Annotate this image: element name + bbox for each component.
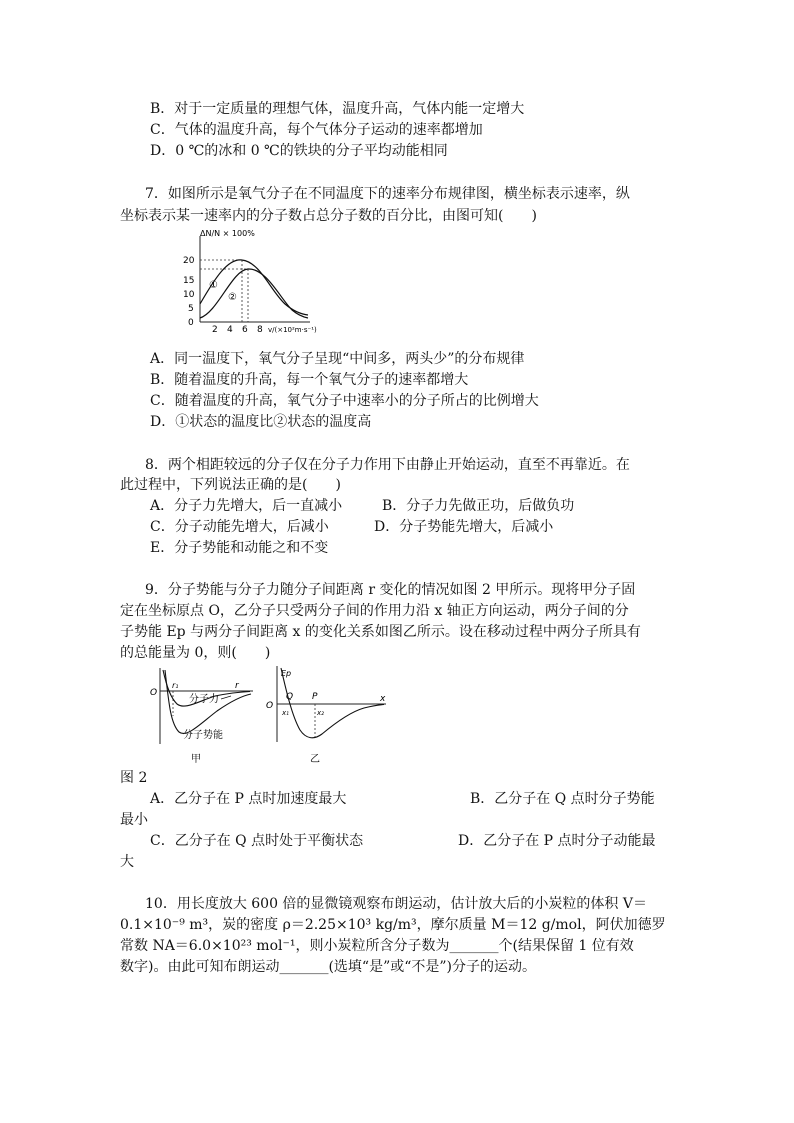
x-tick-6: 6 xyxy=(242,325,248,335)
fig-b-q-label: Q xyxy=(286,692,294,702)
fig-b-x-label: x xyxy=(380,694,386,704)
q7-option-b: B．随着温度的升高，每一个氧气分子的速率都增大 xyxy=(150,372,469,388)
q9-option-d: D．乙分子在 P 点时分子动能最 xyxy=(458,833,656,849)
q10-stem-line4: 数字)。由此可知布朗运动_______(选填“是”或“不是”)分子的运动。 xyxy=(120,959,537,975)
q10-stem-line1: 10．用长度放大 600 倍的显微镜观察布朗运动，估计放大后的小炭粒的体积 V＝ xyxy=(145,896,647,912)
fig-b-x2-label: x₂ xyxy=(317,709,324,717)
fig-b-potential-curve xyxy=(281,668,384,738)
x-tick-4: 4 xyxy=(227,325,233,335)
fig-b-ep-label: Ep xyxy=(281,669,292,678)
q9-figure-b xyxy=(262,664,390,768)
q7-option-d: D．①状态的温度比②状态的温度高 xyxy=(150,414,372,430)
q6-option-d: D．0 ℃的冰和 0 ℃的铁块的分子平均动能相同 xyxy=(150,143,448,159)
fig-a-force-label: 分子力 xyxy=(189,694,219,705)
q9-option-b: B．乙分子在 Q 点时分子势能 xyxy=(470,791,655,807)
q8-option-d: D．分子势能先增大，后减小 xyxy=(374,519,554,535)
fig-b-x1-label: x₁ xyxy=(282,709,289,717)
q9-option-a: A．乙分子在 P 点时加速度最大 xyxy=(150,791,347,807)
fig-a-caption: 甲 xyxy=(191,754,201,765)
y-tick-20: 20 xyxy=(183,256,195,266)
y-tick-10: 10 xyxy=(183,290,195,300)
q7-stem-line1: 7．如图所示是氧气分子在不同温度下的速率分布规律图，横坐标表示速率，纵 xyxy=(145,186,630,202)
q8-option-c: C．分子动能先增大，后减小 xyxy=(150,519,329,535)
q8-option-b: B．分子力先做正功，后做负功 xyxy=(382,498,575,514)
q8-option-a: A．分子力先增大，后一直减小 xyxy=(150,498,343,514)
fig-b-origin: O xyxy=(266,701,274,711)
q9-option-d-cont: 大 xyxy=(120,854,134,870)
q10-stem-line2: 0.1×10⁻⁹ m³，炭的密度 ρ＝2.25×10³ kg/m³，摩尔质量 M＝12 g/mol，阿伏加德罗 xyxy=(120,917,666,933)
fig-a-force-pointer xyxy=(221,696,231,699)
q6-option-b: B．对于一定质量的理想气体，温度升高，气体内能一定增大 xyxy=(150,101,525,117)
q8-stem-line1: 8．两个相距较远的分子仅在分子力作用下由静止开始运动，直至不再靠近。在 xyxy=(145,457,630,473)
q7-stem-line2: 坐标表示某一速率内的分子数占总分子数的百分比，由图可知( ) xyxy=(120,208,537,224)
curve-1-label: ① xyxy=(209,280,218,291)
y-axis-label: ΔN/N × 100% xyxy=(200,229,255,238)
q9-option-c: C．乙分子在 Q 点时处于平衡状态 xyxy=(150,833,364,849)
q7-option-a: A．同一温度下，氧气分子呈现“中间多，两头少”的分布规律 xyxy=(150,351,525,367)
fig-b-p-label: P xyxy=(312,692,318,702)
q9-figure-a xyxy=(145,666,260,766)
x-tick-8: 8 xyxy=(257,325,263,335)
q6-option-c: C．气体的温度升高，每个气体分子运动的速率都增加 xyxy=(150,122,483,138)
q7-option-c: C．随着温度的升高，氧气分子中速率小的分子所占的比例增大 xyxy=(150,393,539,409)
q8-option-e: E．分子势能和动能之和不变 xyxy=(150,540,329,556)
x-axis-label: v/(×10²m·s⁻¹) xyxy=(268,326,317,334)
y-tick-0: 0 xyxy=(188,318,194,328)
q10-stem-line3: 常数 NA＝6.0×10²³ mol⁻¹，则小炭粒所含分子数为_______个(结果保留 1 位有效 xyxy=(120,938,634,954)
q9-option-b-cont: 最小 xyxy=(120,812,148,828)
q9-stem-line1: 9．分子势能与分子力随分子间距离 r 变化的情况如图 2 甲所示。现将甲分子固 xyxy=(145,582,636,598)
fig-b-caption: 乙 xyxy=(310,754,320,765)
fig-a-origin: O xyxy=(150,688,158,698)
q9-stem-line4: 的总能量为 0，则( ) xyxy=(120,645,271,661)
q9-stem-line3: 子势能 Ep 与两分子间距离 x 的变化关系如图乙所示。设在移动过程中两分子所具有 xyxy=(120,624,641,640)
fig-a-r-label: r xyxy=(235,681,239,691)
y-tick-15: 15 xyxy=(183,276,195,286)
curve-2-label: ② xyxy=(228,292,237,303)
q7-speed-distribution-figure xyxy=(170,228,345,340)
fig-a-potential-label: 分子势能 xyxy=(183,730,223,741)
curve-2 xyxy=(200,269,308,318)
x-tick-2: 2 xyxy=(212,325,218,335)
y-tick-5: 5 xyxy=(188,304,194,314)
fig-a-r1-label: r₁ xyxy=(172,681,179,690)
q9-stem-line2: 定在坐标原点 O，乙分子只受两分子间的作用力沿 x 轴正方向运动，两分子间的分 xyxy=(120,603,629,619)
q9-figure-label: 图 2 xyxy=(120,770,148,786)
q8-stem-line2: 此过程中，下列说法正确的是( ) xyxy=(120,477,341,493)
